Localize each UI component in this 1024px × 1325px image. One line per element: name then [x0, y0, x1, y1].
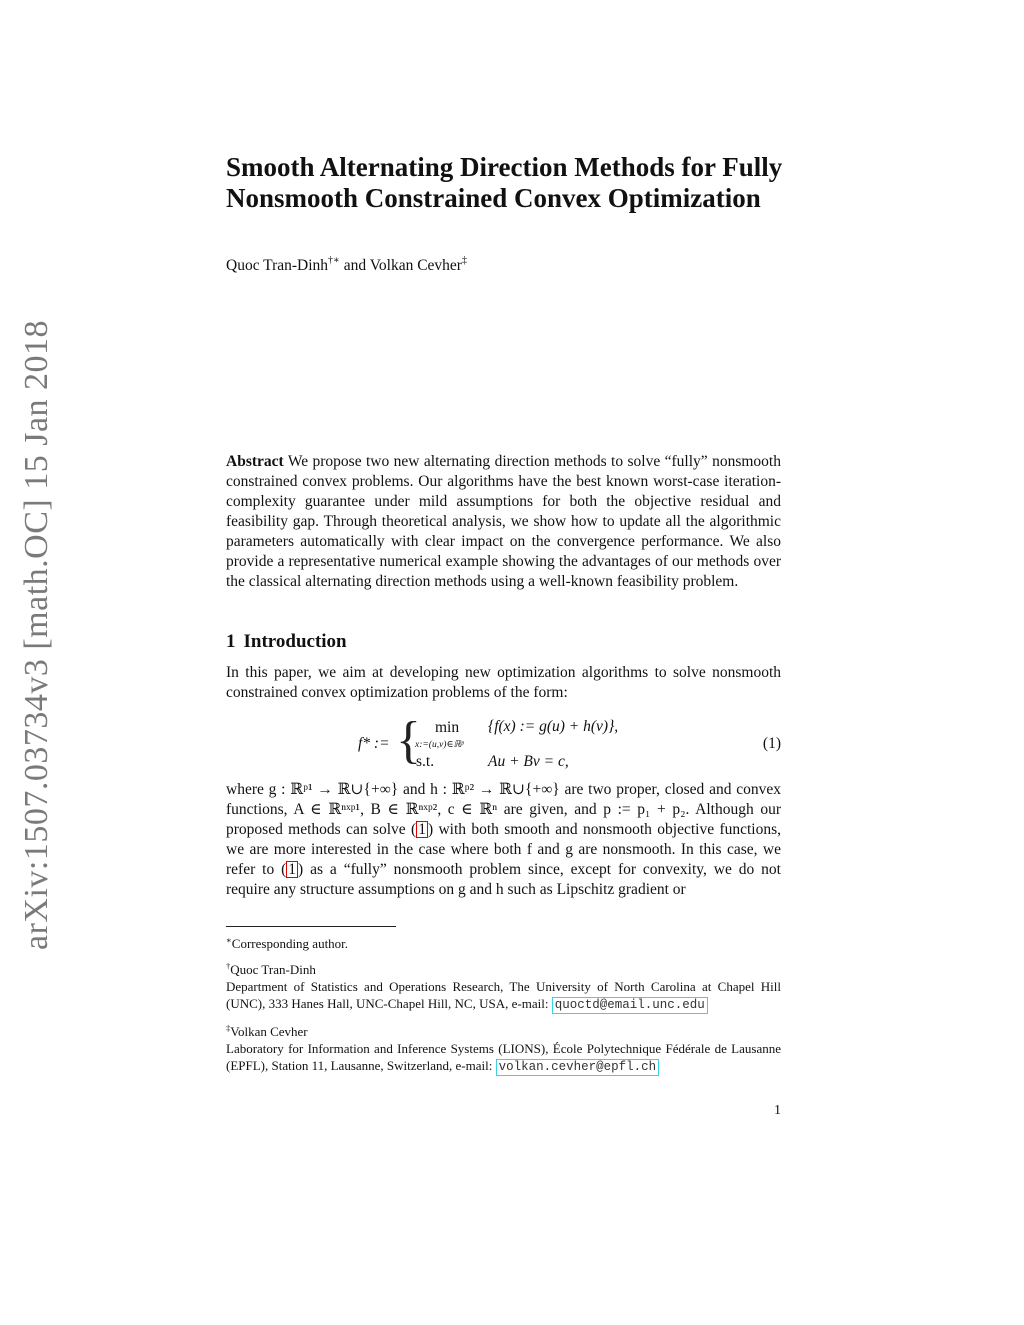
equation-reference-link[interactable]: 1	[418, 821, 426, 838]
footnote-mark: †	[226, 961, 231, 971]
author-footnote-mark: ‡	[461, 255, 467, 266]
footnote-author-1	[226, 958, 781, 1014]
email-link[interactable]: quoctd@email.unc.edu	[552, 997, 708, 1014]
footnote-author-2	[226, 1020, 781, 1076]
intro-paragraph: where g : ℝᵖ¹ → ℝ∪{+∞} and h : ℝᵖ² → ℝ∪{+∞} are two proper, closed and convex functions, A ∈ ℝⁿˣᵖ¹, B ∈ ℝⁿˣᵖ², c ∈ ℝⁿ are given, and p := p₁ + p₂. Although our proposed methods can solve ( 1 ) with both smooth and nonsmooth objective functions, we are more interested in the case where both f and g are nonsmooth. In this case, we refer to ( 1 ) as a “fully” nonsmooth problem since, except for convexity, we do not require any structure assumptions on g and h such as Lipschitz gradient or	[226, 781, 782, 898]
footnote-corresponding	[226, 932, 781, 952]
equation-constraint: Au + Bv = c,	[488, 753, 569, 770]
section-number: 1	[226, 631, 236, 652]
equation-1	[226, 712, 781, 774]
footnote-author-name: Volkan Cevher	[230, 1024, 308, 1039]
equation-lhs: f* :=	[358, 735, 390, 752]
paragraph-text: with both smooth and nonsmooth objective functions, we are more interested in the case where both f and g are nonsmooth. In this case, we refer to	[226, 821, 782, 878]
footnote-affiliation: Laboratory for Information and Inference Systems (LIONS), École Polytechnique Fédérale de Lausanne (EPFL), Station 11, Lausanne, Switzerland, e-mail:	[226, 1041, 781, 1073]
footnote-divider	[226, 926, 396, 927]
title-line-1: Smooth Alternating Direction Methods for Fully	[226, 152, 783, 182]
footnotes	[226, 932, 781, 1082]
equation-objective: {f(x) := g(u) + h(v)},	[488, 718, 619, 735]
footnote-text: Corresponding author.	[231, 936, 349, 951]
author-list	[226, 251, 467, 276]
author-name: Volkan Cevher	[369, 257, 462, 274]
paragraph-text: as a “fully” nonsmooth problem since, except for convexity, we do not require any structure assumptions on g and h such as Lipschitz gradient or	[226, 861, 781, 898]
author-connector: and	[339, 257, 370, 274]
author-name: Quoc Tran-Dinh	[226, 257, 329, 274]
equation-min: min	[435, 719, 460, 736]
page-number: 1	[774, 1103, 781, 1118]
equation-brace: {	[396, 712, 421, 769]
section-title: Introduction	[243, 631, 347, 652]
paragraph-text: where g : ℝᵖ¹ → ℝ∪{+∞} and h : ℝᵖ² → ℝ∪{+∞} are two proper, closed and convex functions, A ∈ ℝⁿˣᵖ¹, B ∈ ℝⁿˣᵖ², c ∈ ℝⁿ are given, and p := p₁ + p₂. Although our proposed methods can solve	[226, 781, 781, 838]
abstract-text: We propose two new alternating direction methods to solve “fully” nonsmooth constrained convex problems. Our algorithms have the best known worst-case iteration-complexity guarantee under mild assumptions for both the objective residual and feasibility gap. Through theoretical analysis, we show how to update all the algorithmic parameters automatically with clear impact on the convergence performance. We also provide a representative numerical example showing the advantages of our methods over the classical alternating direction methods using a well-known feasibility problem.	[226, 453, 781, 590]
intro-paragraph: In this paper, we aim at developing new optimization algorithms to solve nonsmooth constrained convex optimization problems of the form:	[226, 664, 781, 701]
equation-reference-link[interactable]: 1	[288, 861, 297, 878]
email-link[interactable]: volkan.cevher@epfl.ch	[496, 1059, 660, 1076]
equation-min-subscript: x:=(u,v)∈ℝᵖ	[415, 740, 464, 750]
equation-number: (1)	[762, 735, 781, 752]
footnote-mark: ∗	[226, 935, 232, 945]
arxiv-identifier-stamp: arXiv:1507.03734v3 [math.OC] 15 Jan 2018	[18, 319, 55, 950]
footnote-author-name: Quoc Tran-Dinh	[230, 962, 316, 977]
equation-subject-to: s.t.	[416, 753, 435, 770]
author-footnote-mark: †∗	[328, 255, 340, 266]
footnote-mark: ‡	[226, 1023, 231, 1033]
abstract	[226, 452, 781, 592]
title-line-2: Nonsmooth Constrained Convex Optimization	[226, 183, 761, 213]
section-heading-introduction	[226, 631, 347, 653]
footnote-affiliation: Department of Statistics and Operations Research, The University of North Carolina at Chapel Hill (UNC), 333 Hanes Hall, UNC-Chapel Hill, NC, USA, e-mail:	[226, 979, 781, 1011]
abstract-label: Abstract	[226, 453, 284, 470]
paper-title	[226, 152, 826, 214]
